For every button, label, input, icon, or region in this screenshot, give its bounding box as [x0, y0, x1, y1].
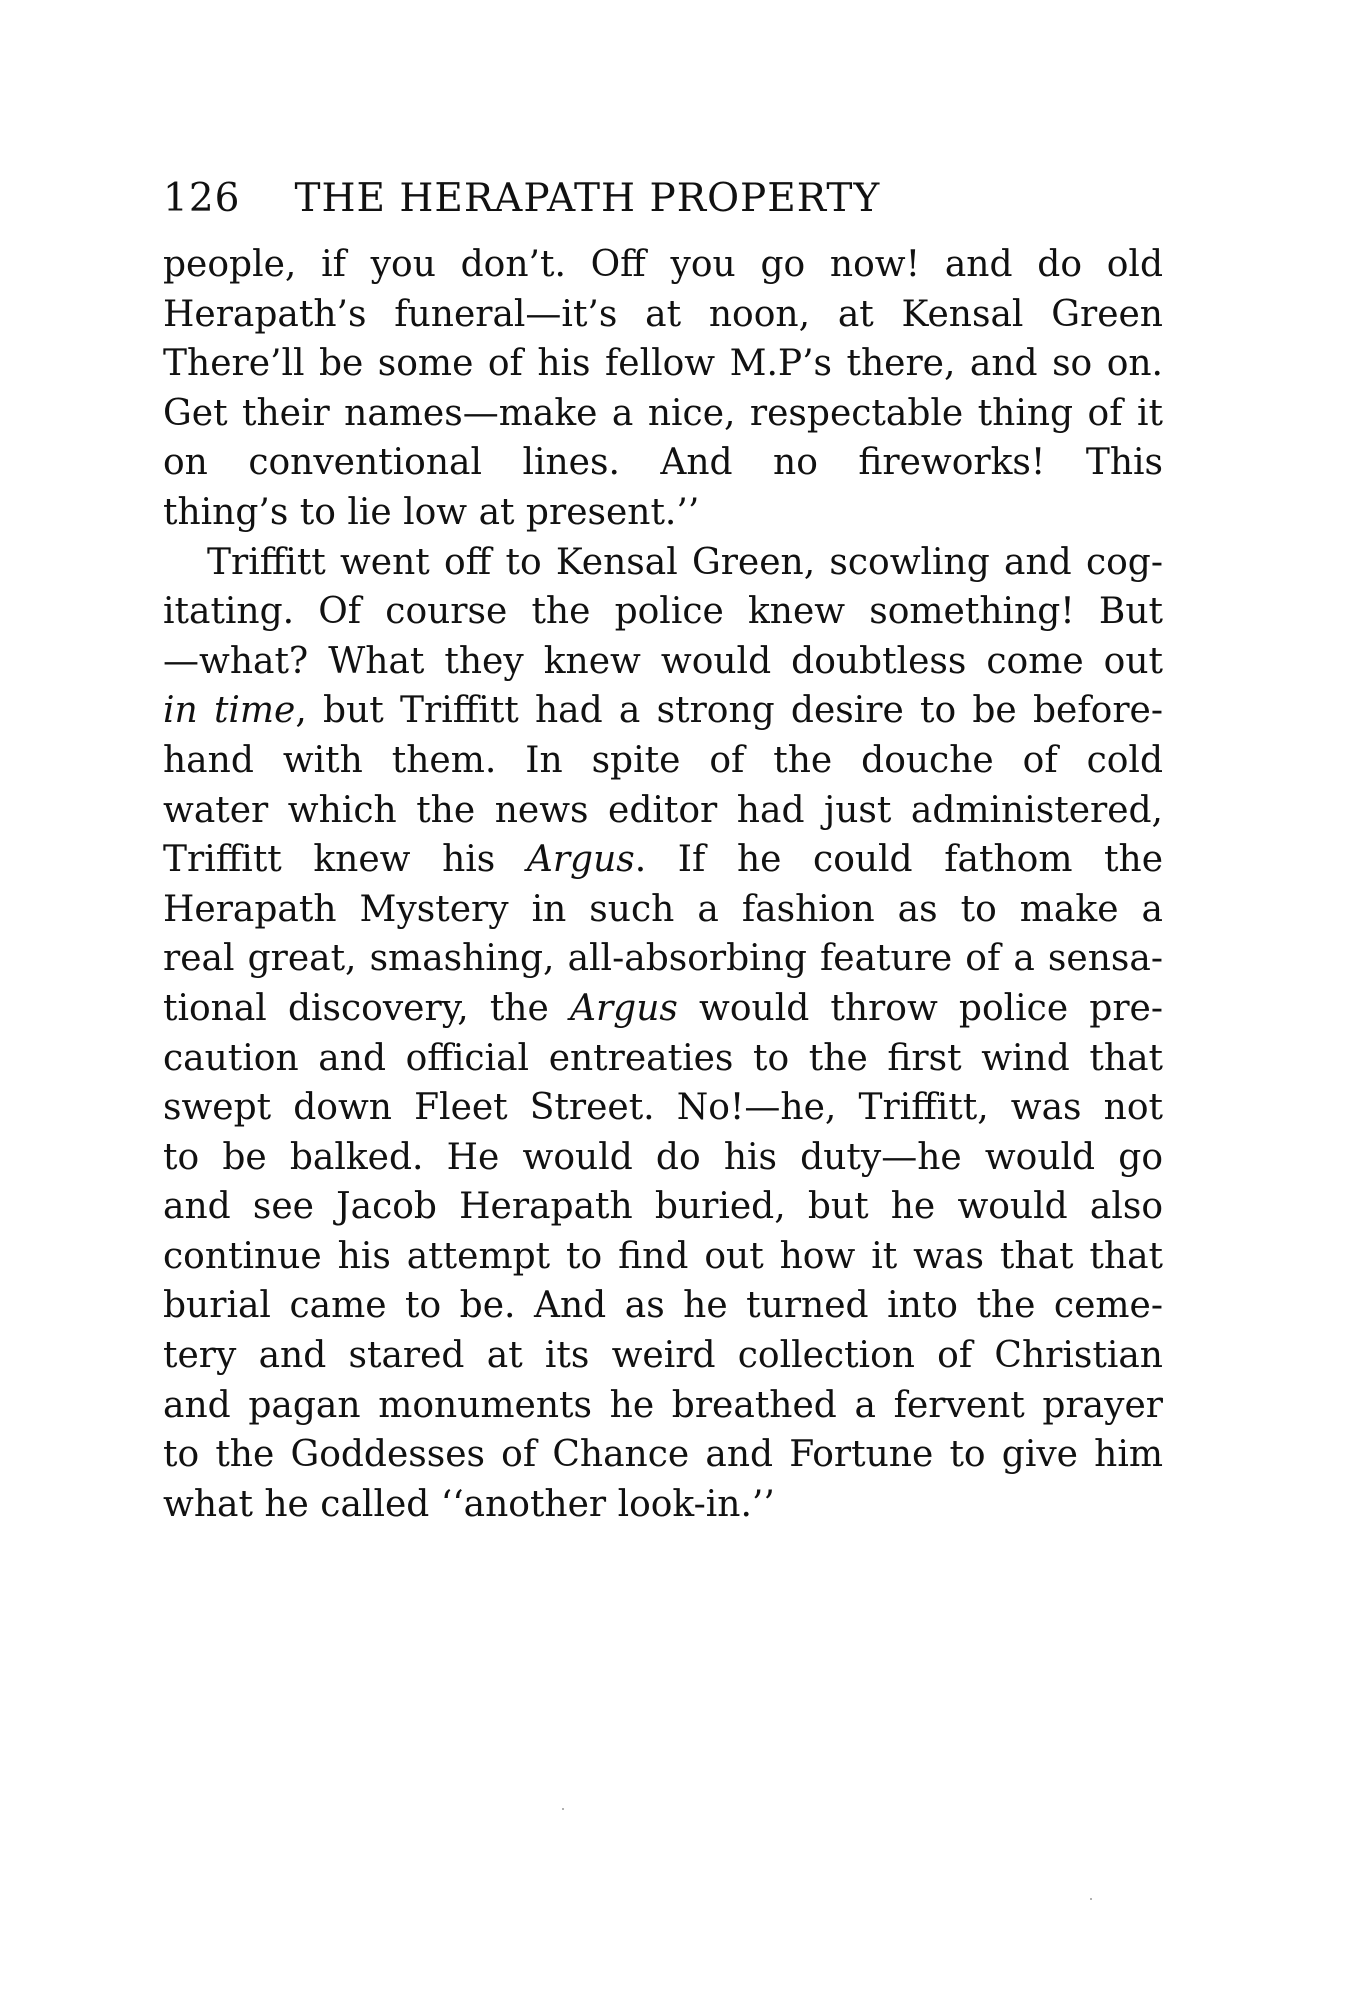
text-line: itating. Of course the police knew something! But: [163, 591, 1163, 633]
text-line: what he called ‘‘another look-in.’’: [163, 1483, 775, 1525]
text-line: tery and stared at its weird collection of Christian: [163, 1335, 1163, 1377]
text-line: and pagan monuments he breathed a fervent prayer: [163, 1384, 1163, 1426]
text-line: Get their names—make a nice, respectable thing of it: [163, 392, 1163, 434]
text-line: caution and official entreaties to the first wind that: [163, 1037, 1163, 1079]
body-text: [163, 240, 1163, 1529]
text-line: Triffitt knew his Argus. If he could fathom the: [163, 839, 1163, 881]
scan-speck: [562, 1808, 564, 1810]
text-line: to the Goddesses of Chance and Fortune to give him: [163, 1434, 1163, 1476]
text-line: Herapath Mystery in such a fashion as to make a: [163, 888, 1163, 930]
running-title: THE HERAPATH PROPERTY: [294, 176, 881, 221]
text-line: There’ll be some of his fellow M.P’s there, and so on.: [163, 343, 1163, 385]
text-line: Herapath’s funeral—it’s at noon, at Kensal Green: [163, 293, 1163, 335]
italic-title: Argus: [569, 987, 678, 1029]
italic-title: Argus: [526, 839, 635, 881]
paragraph-1: [163, 240, 1163, 538]
text-line: to be balked. He would do his duty—he would go: [163, 1136, 1163, 1178]
text-line: hand with them. In spite of the douche of cold: [163, 739, 1163, 781]
text-line: in time, but Triffitt had a strong desire to be before-: [163, 690, 1163, 732]
text-line: thing’s to lie low at present.’’: [163, 491, 700, 533]
text-line: swept down Fleet Street. No!—he, Triffitt, was not: [163, 1087, 1163, 1129]
text-line: water which the news editor had just administered,: [163, 789, 1163, 831]
page-number: 126: [163, 176, 241, 221]
text-line: tional discovery, the Argus would throw police pre-: [163, 987, 1163, 1029]
text-line: Triffitt went off to Kensal Green, scowling and cog-: [207, 541, 1163, 583]
text-line: —what? What they knew would doubtless come out: [163, 640, 1163, 682]
paragraph-2: [163, 538, 1163, 1530]
text-line: real great, smashing, all-absorbing feature of a sensa-: [163, 938, 1163, 980]
text-line: burial came to be. And as he turned into the ceme-: [163, 1285, 1163, 1327]
text-line: on conventional lines. And no fireworks! This: [163, 442, 1163, 484]
running-head: [163, 174, 1163, 224]
text-line: and see Jacob Herapath buried, but he would also: [163, 1186, 1163, 1228]
text-line: people, if you don’t. Off you go now! and do old: [163, 244, 1163, 285]
text-line: continue his attempt to find out how it was that that: [163, 1235, 1163, 1277]
italic-phrase: in time: [163, 690, 296, 732]
scan-speck: [1090, 1898, 1092, 1900]
